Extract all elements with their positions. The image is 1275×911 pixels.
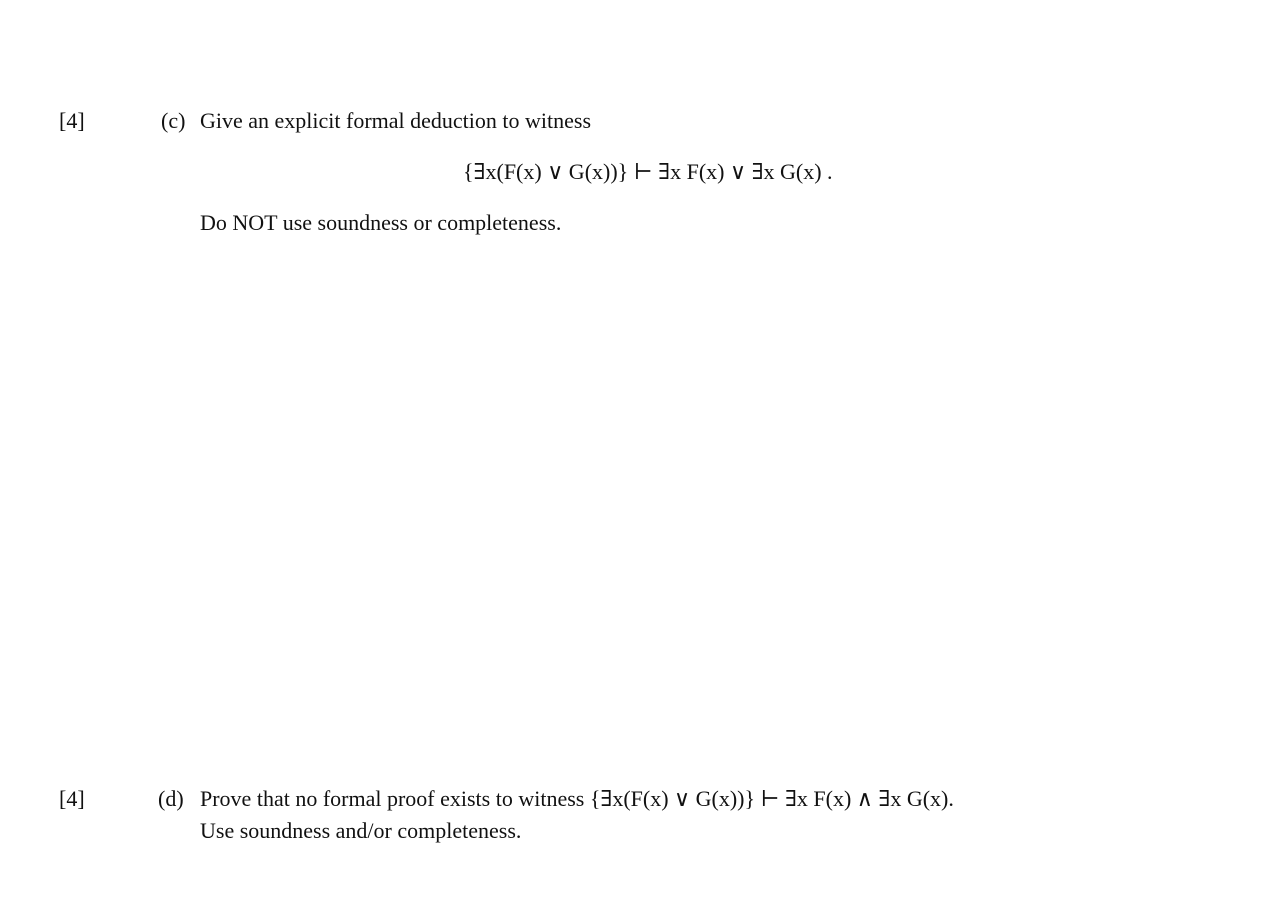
marks-c: [4] <box>59 108 85 133</box>
display-formula-c: {∃x(F(x) ∨ G(x))} ⊢ ∃x F(x) ∨ ∃x G(x) . <box>463 159 833 184</box>
question-prompt-d: Prove that no formal proof exists to witness {∃x(F(x) ∨ G(x))} ⊢ ∃x F(x) ∧ ∃x G(x). <box>200 786 954 811</box>
question-prompt-c: Give an explicit formal deduction to witness <box>200 108 592 133</box>
question-note-d: Use soundness and/or completeness. <box>200 818 522 843</box>
question-note-c: Do NOT use soundness or completeness. <box>200 210 562 235</box>
question-label-c: (c) <box>161 108 186 133</box>
question-label-d: (d) <box>158 786 184 811</box>
marks-d: [4] <box>59 786 85 811</box>
